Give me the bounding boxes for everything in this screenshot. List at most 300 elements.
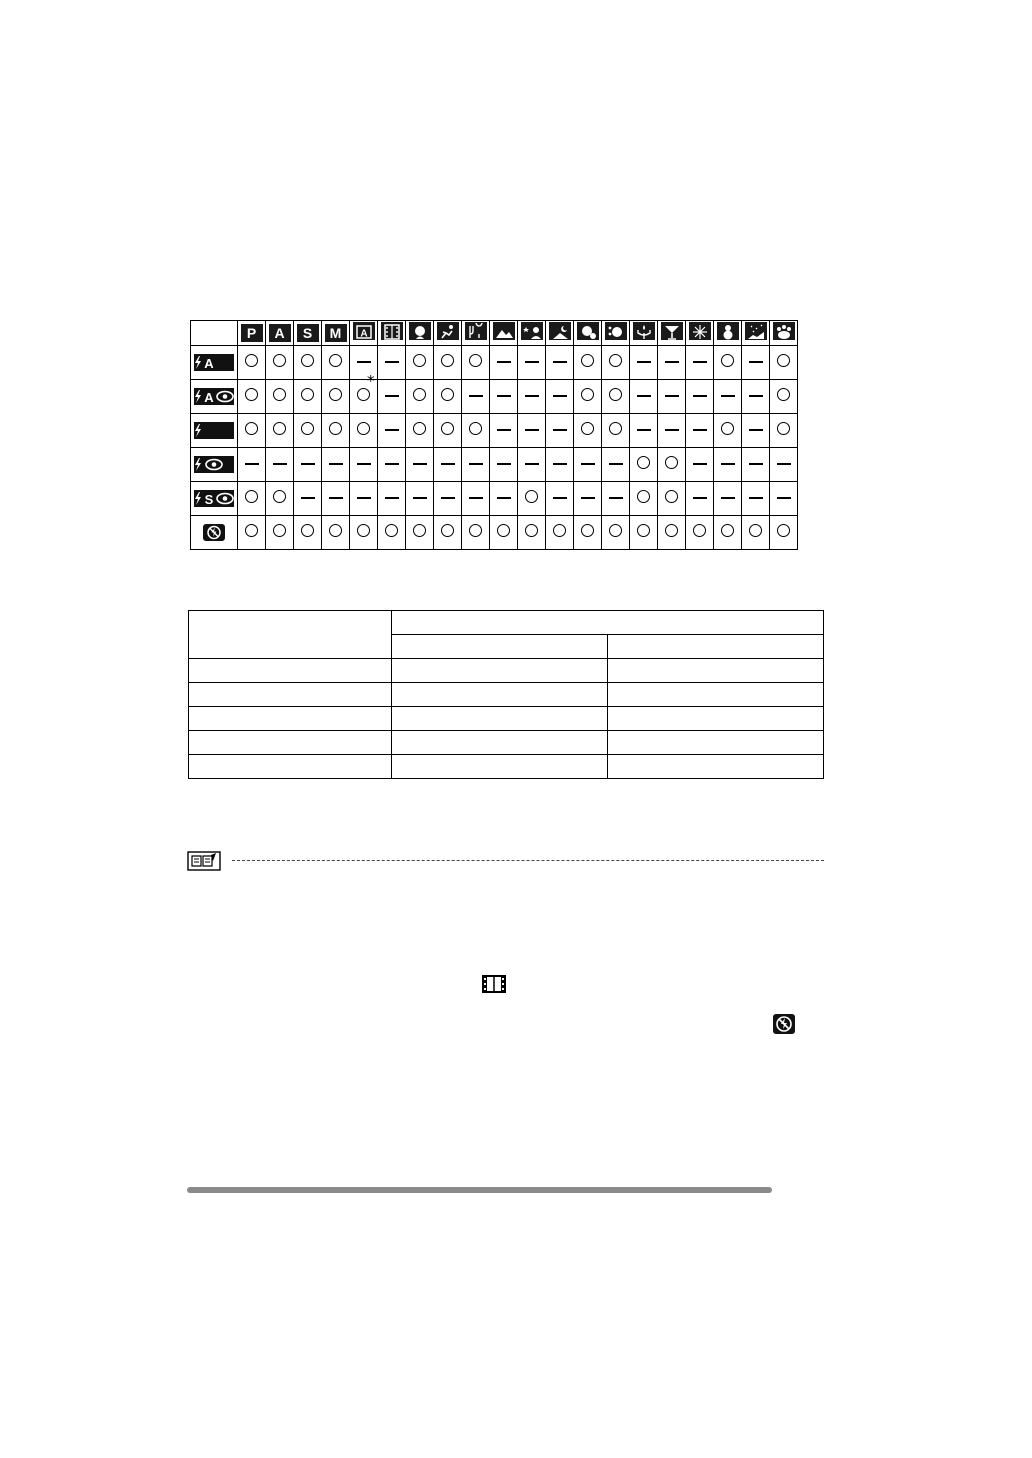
availability-cell (462, 414, 490, 448)
unavailable-mark (385, 429, 399, 431)
available-mark (777, 524, 790, 542)
unavailable-mark (693, 497, 707, 499)
availability-cell (658, 448, 686, 482)
snow-icon (717, 322, 739, 340)
availability-cell (742, 380, 770, 414)
motion-picture-icon (482, 975, 506, 998)
availability-cell (322, 380, 350, 414)
circle-mark (329, 422, 342, 435)
availability-cell (406, 516, 434, 550)
availability-cell (714, 482, 742, 516)
motion-picture-icon (381, 322, 403, 340)
range-cell (608, 683, 824, 707)
availability-cell (294, 448, 322, 482)
unavailable-mark (721, 497, 735, 499)
availability-cell (658, 346, 686, 380)
unavailable-mark (665, 429, 679, 431)
circle-mark (413, 354, 426, 367)
availability-cell (602, 414, 630, 448)
starry-sky-icon (745, 322, 767, 340)
availability-cell (630, 414, 658, 448)
available-mark (609, 422, 622, 440)
unavailable-mark (777, 463, 791, 465)
availability-cell (518, 346, 546, 380)
flash-setting-table (190, 320, 798, 550)
availability-cell (350, 482, 378, 516)
availability-cell (350, 448, 378, 482)
availability-cell (714, 380, 742, 414)
available-mark (721, 422, 734, 440)
available-mark (301, 388, 314, 406)
circle-mark (469, 354, 482, 367)
food-icon (465, 322, 487, 340)
range-cell (608, 731, 824, 755)
available-mark (357, 371, 375, 406)
flash-forced-on-icon (194, 422, 234, 439)
mode-header-cell (294, 321, 322, 346)
pet-icon (773, 322, 795, 340)
unavailable-mark (721, 463, 735, 465)
availability-cell (462, 346, 490, 380)
unavailable-mark (749, 395, 763, 397)
mode-s-label: S (297, 324, 319, 342)
flash-mode-cell (191, 414, 238, 448)
circle-mark (525, 524, 538, 537)
availability-cell (294, 482, 322, 516)
availability-cell (742, 516, 770, 550)
unavailable-mark (413, 463, 427, 465)
availability-cell (686, 482, 714, 516)
availability-cell (574, 414, 602, 448)
availability-cell (406, 346, 434, 380)
available-mark (441, 422, 454, 440)
unavailable-mark (385, 395, 399, 397)
availability-cell (686, 346, 714, 380)
available-mark (553, 524, 566, 542)
circle-mark (301, 354, 314, 367)
availability-cell (322, 448, 350, 482)
available-mark (581, 422, 594, 440)
availability-cell (378, 516, 406, 550)
mode-p-label: P (241, 324, 263, 342)
availability-cell (490, 380, 518, 414)
availability-cell (742, 414, 770, 448)
flash-mode-cell (191, 380, 238, 414)
unavailable-mark (553, 429, 567, 431)
available-mark (665, 524, 678, 542)
unavailable-mark (749, 361, 763, 363)
circle-mark (693, 524, 706, 537)
availability-cell (294, 380, 322, 414)
availability-cell (714, 448, 742, 482)
availability-cell (658, 380, 686, 414)
availability-cell (770, 516, 798, 550)
unavailable-mark (693, 429, 707, 431)
circle-mark (665, 524, 678, 537)
available-mark (301, 422, 314, 440)
availability-cell (238, 346, 266, 380)
available-mark (693, 524, 706, 542)
availability-cell (518, 448, 546, 482)
mode-header-cell (574, 321, 602, 346)
available-mark (385, 524, 398, 542)
table-row (189, 731, 824, 755)
circle-mark (329, 354, 342, 367)
availability-cell (266, 516, 294, 550)
portrait-icon (409, 322, 431, 340)
available-mark (413, 422, 426, 440)
circle-mark (329, 524, 342, 537)
unavailable-mark (749, 429, 763, 431)
availability-cell (238, 482, 266, 516)
availability-cell (462, 448, 490, 482)
night-portrait-icon (521, 322, 543, 340)
unavailable-mark (553, 497, 567, 499)
availability-cell (350, 414, 378, 448)
unavailable-mark (329, 463, 343, 465)
circle-mark (357, 524, 370, 537)
available-mark (777, 422, 790, 440)
circle-mark (413, 524, 426, 537)
availability-cell (686, 380, 714, 414)
table-row (191, 448, 798, 482)
available-mark (637, 490, 650, 508)
circle-mark (581, 388, 594, 401)
availability-cell (602, 380, 630, 414)
availability-cell (434, 482, 462, 516)
unavailable-mark (553, 361, 567, 363)
availability-cell (546, 448, 574, 482)
availability-cell (490, 346, 518, 380)
unavailable-mark (357, 497, 371, 499)
circle-mark (245, 388, 258, 401)
circle-mark (581, 524, 594, 537)
availability-cell (714, 516, 742, 550)
circle-mark (637, 524, 650, 537)
range-subheader-cell (608, 635, 824, 659)
unavailable-mark (525, 463, 539, 465)
available-mark (413, 354, 426, 372)
circle-mark (469, 422, 482, 435)
availability-cell (322, 482, 350, 516)
unavailable-mark (609, 463, 623, 465)
unavailable-mark (497, 463, 511, 465)
available-mark (525, 524, 538, 542)
availability-cell (518, 516, 546, 550)
availability-cell (518, 414, 546, 448)
available-mark (581, 388, 594, 406)
unavailable-mark (749, 497, 763, 499)
available-mark (329, 388, 342, 406)
availability-cell (434, 448, 462, 482)
availability-cell (630, 516, 658, 550)
availability-cell (518, 380, 546, 414)
scenery-icon (493, 322, 515, 340)
mode-header-cell (742, 321, 770, 346)
availability-cell (602, 448, 630, 482)
unavailable-mark (637, 395, 651, 397)
available-mark (245, 490, 258, 508)
availability-cell (546, 516, 574, 550)
circle-mark (777, 422, 790, 435)
circle-mark (469, 524, 482, 537)
available-mark (609, 388, 622, 406)
available-mark (665, 490, 678, 508)
night-scenery-icon (549, 322, 571, 340)
circle-mark (581, 422, 594, 435)
unavailable-mark (273, 463, 287, 465)
circle-mark (665, 456, 678, 469)
range-cell (189, 731, 392, 755)
availability-cell (322, 346, 350, 380)
circle-mark (441, 422, 454, 435)
availability-cell (350, 516, 378, 550)
mode-header-cell (462, 321, 490, 346)
circle-mark (357, 422, 370, 435)
unavailable-mark (749, 463, 763, 465)
circle-mark (777, 388, 790, 401)
range-cell (189, 683, 392, 707)
available-mark (637, 456, 650, 474)
availability-cell (770, 482, 798, 516)
availability-cell (630, 482, 658, 516)
available-mark (329, 422, 342, 440)
table-row (191, 380, 798, 414)
availability-cell (546, 414, 574, 448)
availability-cell (350, 371, 378, 414)
availability-cell (686, 516, 714, 550)
unavailable-mark (581, 463, 595, 465)
circle-mark (497, 524, 510, 537)
availability-cell (742, 346, 770, 380)
table-row (189, 659, 824, 683)
circle-mark (245, 524, 258, 537)
mode-header-cell (266, 321, 294, 346)
unavailable-mark (693, 463, 707, 465)
circle-mark (273, 524, 286, 537)
page-footer-rule (187, 1187, 772, 1193)
circle-mark (245, 354, 258, 367)
availability-cell (658, 516, 686, 550)
circle-mark (301, 388, 314, 401)
availability-cell (238, 516, 266, 550)
availability-cell (686, 414, 714, 448)
availability-cell (490, 516, 518, 550)
circle-mark (441, 524, 454, 537)
availability-cell (574, 380, 602, 414)
mode-header-cell (322, 321, 350, 346)
available-mark (273, 354, 286, 372)
available-mark (665, 456, 678, 474)
availability-cell (546, 380, 574, 414)
unavailable-mark (385, 361, 399, 363)
available-mark (245, 524, 258, 542)
circle-mark (385, 524, 398, 537)
mode-header-row (191, 321, 798, 346)
circle-mark (637, 456, 650, 469)
range-cell (608, 755, 824, 779)
available-mark (469, 524, 482, 542)
circle-mark (749, 524, 762, 537)
circle-mark (581, 354, 594, 367)
unavailable-mark (497, 361, 511, 363)
availability-cell (406, 482, 434, 516)
range-cell (189, 659, 392, 683)
note-icon (187, 851, 221, 876)
unavailable-mark (441, 463, 455, 465)
mode-header-cell (714, 321, 742, 346)
available-mark (609, 354, 622, 372)
available-mark (777, 388, 790, 406)
circle-mark (609, 422, 622, 435)
table-row (191, 516, 798, 550)
available-mark (721, 354, 734, 372)
availability-cell (742, 448, 770, 482)
mode-a-label: A (269, 324, 291, 342)
availability-cell (714, 414, 742, 448)
baby-icon (577, 322, 599, 340)
availability-cell (434, 346, 462, 380)
availability-cell (294, 346, 322, 380)
availability-cell (490, 448, 518, 482)
availability-cell (322, 414, 350, 448)
range-cell (392, 683, 608, 707)
mode-m-label: M (325, 324, 347, 342)
circle-mark (245, 422, 258, 435)
available-mark (245, 388, 258, 406)
circle-mark (273, 388, 286, 401)
availability-cell (462, 482, 490, 516)
availability-cell (238, 448, 266, 482)
circle-mark (665, 490, 678, 503)
available-mark (329, 354, 342, 372)
availability-cell (658, 482, 686, 516)
availability-cell (518, 482, 546, 516)
available-mark (581, 354, 594, 372)
available-mark (273, 388, 286, 406)
unavailable-mark (553, 463, 567, 465)
available-mark (441, 354, 454, 372)
unavailable-mark (609, 497, 623, 499)
mode-header-cell (602, 321, 630, 346)
svg-text:S: S (204, 491, 214, 507)
unavailable-mark (497, 429, 511, 431)
availability-cell (770, 448, 798, 482)
corner-cell (191, 321, 238, 346)
available-mark (273, 490, 286, 508)
availability-cell (686, 448, 714, 482)
svg-text:A: A (359, 328, 368, 339)
availability-cell (378, 380, 406, 414)
note-divider (232, 860, 824, 861)
flash-auto-icon (194, 354, 234, 371)
flash-off-icon (773, 1014, 795, 1039)
availability-cell (770, 346, 798, 380)
availability-cell (630, 380, 658, 414)
availability-cell (406, 380, 434, 414)
circle-mark (609, 388, 622, 401)
availability-cell (574, 346, 602, 380)
circle-mark (329, 388, 342, 401)
mode-header-cell (490, 321, 518, 346)
table-row (191, 346, 798, 380)
unavailable-mark (385, 463, 399, 465)
availability-cell (574, 448, 602, 482)
availability-cell (602, 516, 630, 550)
circle-mark (637, 490, 650, 503)
unavailable-mark (497, 395, 511, 397)
circle-mark (721, 422, 734, 435)
availability-cell (266, 448, 294, 482)
availability-cell (238, 414, 266, 448)
mode-header-cell (434, 321, 462, 346)
availability-cell (406, 414, 434, 448)
mode-header-cell (406, 321, 434, 346)
available-mark (413, 388, 426, 406)
range-cell (392, 731, 608, 755)
availability-cell (574, 482, 602, 516)
unavailable-mark (469, 497, 483, 499)
range-cell (392, 755, 608, 779)
available-mark (749, 524, 762, 542)
party-icon (661, 322, 683, 340)
availability-cell (406, 448, 434, 482)
available-mark (357, 524, 370, 542)
flash-slow-sync-redeye-icon (194, 490, 234, 507)
availability-cell (266, 380, 294, 414)
availability-cell (294, 414, 322, 448)
flash-mode-cell (191, 448, 238, 482)
unavailable-mark (525, 429, 539, 431)
asterisk-note: * (367, 371, 375, 390)
available-mark (245, 354, 258, 372)
available-mark (609, 524, 622, 542)
circle-mark (273, 354, 286, 367)
availability-cell (322, 516, 350, 550)
availability-cell (770, 414, 798, 448)
circle-mark (413, 388, 426, 401)
unavailable-mark (693, 395, 707, 397)
circle-mark (413, 422, 426, 435)
circle-mark (273, 422, 286, 435)
unavailable-mark (469, 395, 483, 397)
availability-cell (546, 346, 574, 380)
availability-cell (462, 380, 490, 414)
range-header-cell (189, 611, 392, 659)
available-mark (497, 524, 510, 542)
available-mark (441, 388, 454, 406)
availability-cell (434, 380, 462, 414)
mode-header-cell (630, 321, 658, 346)
mode-header-cell (518, 321, 546, 346)
availability-cell (266, 414, 294, 448)
available-mark (273, 422, 286, 440)
circle-mark (609, 354, 622, 367)
unavailable-mark (637, 429, 651, 431)
mode-header-cell (686, 321, 714, 346)
unavailable-mark (665, 395, 679, 397)
range-cell (392, 707, 608, 731)
available-mark (441, 524, 454, 542)
available-mark (413, 524, 426, 542)
unavailable-mark (301, 497, 315, 499)
circle-mark (777, 524, 790, 537)
unavailable-mark (357, 463, 371, 465)
unavailable-mark (721, 395, 735, 397)
availability-cell (490, 414, 518, 448)
circle-mark (441, 354, 454, 367)
availability-cell (434, 414, 462, 448)
